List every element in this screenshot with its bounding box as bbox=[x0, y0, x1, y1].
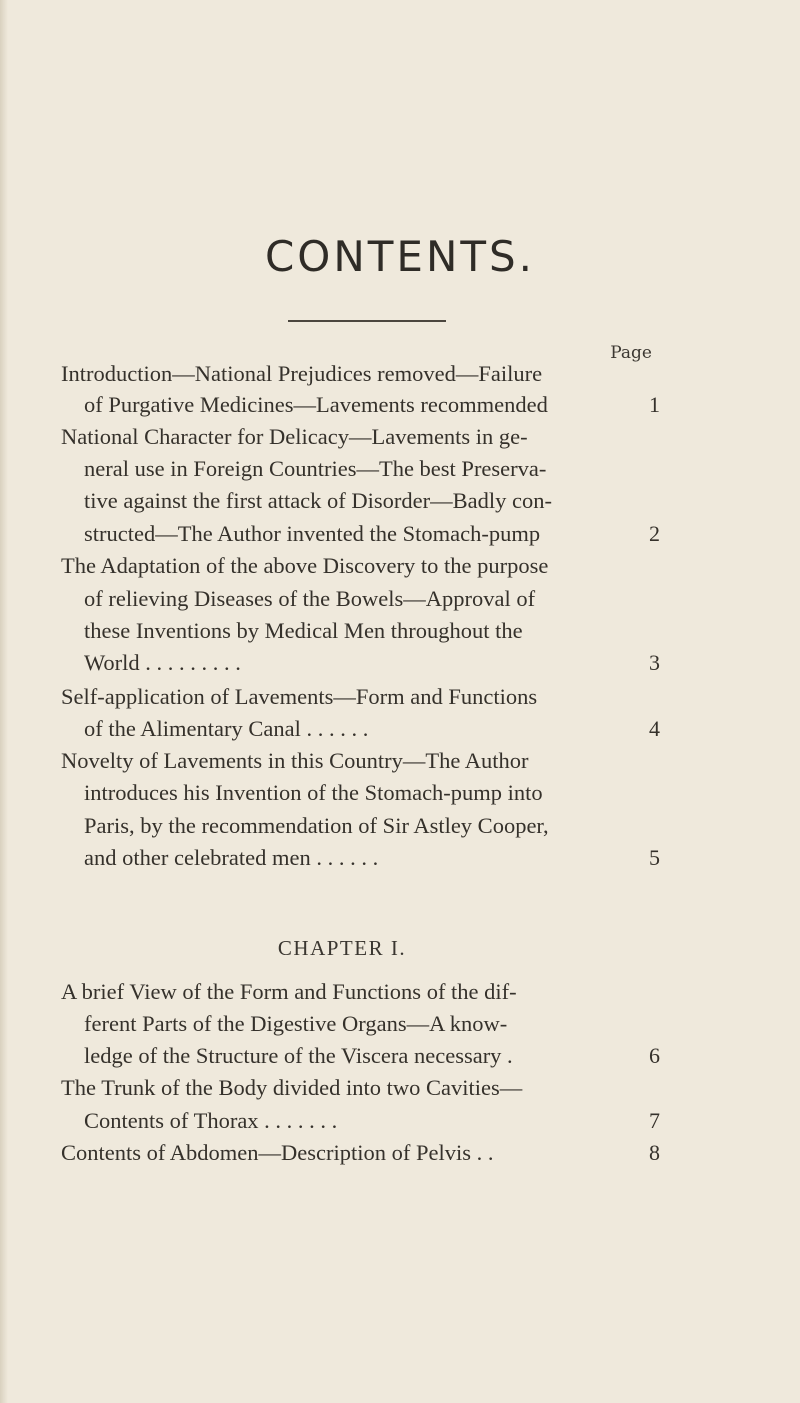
page-title: CONTENTS. bbox=[264, 232, 536, 281]
toc-entry-line: World . . . . . . . . . bbox=[84, 650, 241, 675]
toc-entry-line: neral use in Foreign Countries—The best Preserva- bbox=[84, 456, 547, 481]
toc-entry-line: A brief View of the Form and Functions of the dif- bbox=[61, 979, 517, 1004]
toc-entry-line: tive against the first attack of Disorder—Badly con- bbox=[84, 488, 552, 513]
toc-page-number: 7 bbox=[649, 1108, 660, 1133]
toc-entry-line: these Inventions by Medical Men throughout the bbox=[84, 618, 523, 643]
toc-entry-line: of the Alimentary Canal . . . . . . bbox=[84, 716, 369, 741]
chapter-heading: CHAPTER I. bbox=[277, 936, 407, 960]
toc-entry-line: Paris, by the recommendation of Sir Astley Cooper, bbox=[84, 813, 549, 838]
toc-entry-line: of Purgative Medicines—Lavements recommended bbox=[84, 392, 548, 417]
toc-entry-line: National Character for Delicacy—Lavements in ge- bbox=[61, 424, 528, 449]
toc-page-number: 8 bbox=[649, 1140, 660, 1165]
toc-entry-line: Self-application of Lavements—Form and Functions bbox=[61, 684, 538, 709]
toc-entry-line: of relieving Diseases of the Bowels—Approval of bbox=[84, 586, 536, 611]
toc-entry-line: introduces his Invention of the Stomach-pump into bbox=[84, 780, 543, 805]
toc-entry-line: Contents of Thorax . . . . . . . bbox=[84, 1108, 338, 1133]
toc-entry-line: The Adaptation of the above Discovery to the purpose bbox=[61, 553, 549, 578]
toc-entry-line: Introduction—National Prejudices removed—Failure bbox=[61, 361, 543, 386]
toc-page-number: 6 bbox=[649, 1043, 660, 1068]
toc-entry-line: Contents of Abdomen—Description of Pelvis . . bbox=[61, 1140, 494, 1165]
toc-entry-line: structed—The Author invented the Stomach-pump bbox=[84, 521, 541, 546]
toc-page-number: 4 bbox=[649, 716, 660, 741]
toc-entry-line: ledge of the Structure of the Viscera necessary . bbox=[84, 1043, 513, 1068]
toc-entry-line: The Trunk of the Body divided into two Cavities— bbox=[61, 1075, 523, 1100]
toc-entry-line: and other celebrated men . . . . . . bbox=[84, 845, 379, 870]
toc-page-number: 5 bbox=[649, 845, 660, 870]
toc-page-number: 1 bbox=[649, 392, 660, 417]
toc-entry-line: Novelty of Lavements in this Country—The Author bbox=[61, 748, 529, 773]
toc-page-number: 3 bbox=[649, 650, 660, 675]
page-column-label: Page bbox=[610, 343, 652, 363]
toc-page-number: 2 bbox=[649, 521, 660, 546]
toc-entry-line: ferent Parts of the Digestive Organs—A know- bbox=[84, 1011, 508, 1036]
